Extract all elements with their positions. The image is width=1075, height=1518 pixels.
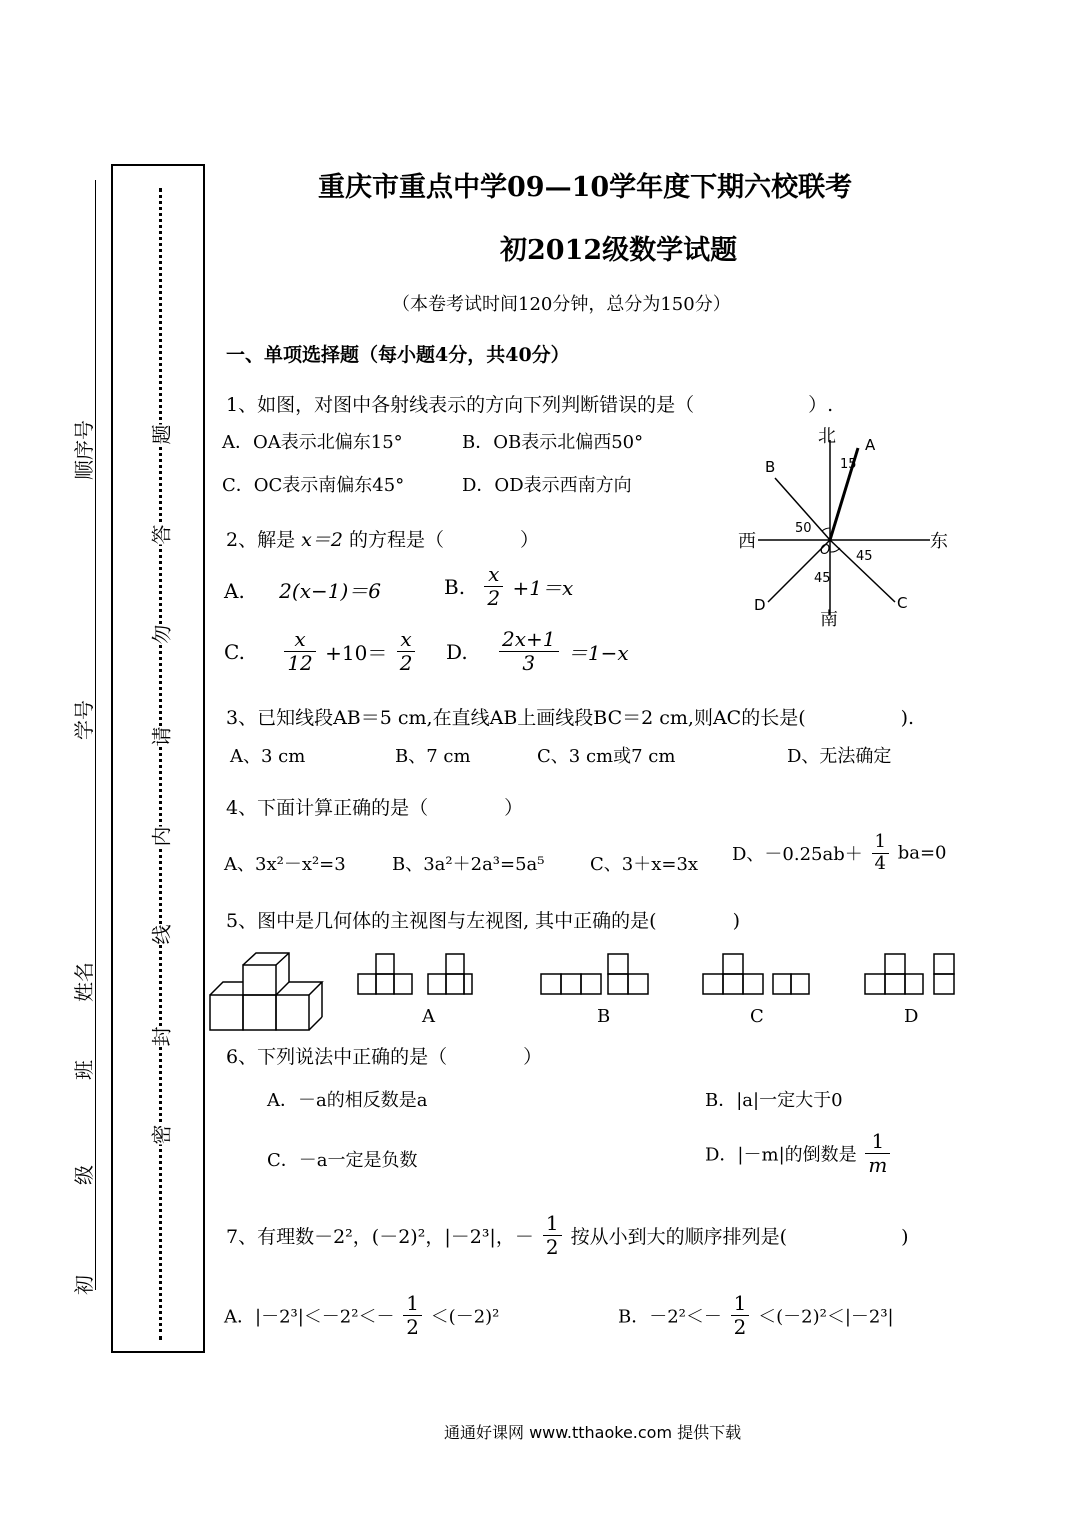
q2-stem (226, 525, 539, 552)
grade-label: 级 (72, 1165, 96, 1185)
q5-label-b: B (597, 1006, 611, 1027)
q1-option-b: B．OB表示北偏西50° (462, 432, 644, 453)
angle-45-sd: 45 (814, 571, 831, 586)
q7-option-a (224, 1292, 499, 1339)
q2-stem-eq: x＝2 (301, 529, 343, 551)
q5-option-d-views (862, 948, 962, 998)
q2-c-label: C. (224, 639, 245, 664)
q5-label-a: A (422, 1006, 435, 1027)
q4-option-a: A、3x²－x²=3 (224, 854, 346, 875)
q2-d-label: D. (446, 639, 468, 664)
q7-stem-den: 2 (545, 1235, 559, 1259)
q6-option-a: A．－a的相反数是a (267, 1090, 428, 1111)
name-label: 姓名 (72, 962, 96, 1002)
q5-option-a-views (355, 948, 475, 998)
q3-option-d: D、无法确定 (787, 746, 892, 767)
angle-45-se: 45 (856, 549, 873, 564)
q7-stem-fraction (543, 1212, 562, 1259)
q7-a-den: 2 (406, 1315, 419, 1339)
q7-b-den: 2 (733, 1315, 747, 1339)
q2-c-num1: x (284, 628, 315, 652)
q2-b-fraction (484, 563, 503, 610)
q7-option-b (618, 1292, 894, 1339)
q6-option-b: B．|a|一定大于0 (705, 1090, 843, 1111)
q7-stem-num: 1 (543, 1212, 562, 1236)
q4-d-num: 1 (872, 832, 889, 854)
q2-b-den: 2 (487, 586, 501, 610)
seal-char-4: 内 (146, 827, 175, 847)
seal-char-7: 答 (146, 525, 175, 545)
q6-option-c: C．－a一定是负数 (267, 1150, 418, 1171)
q7-stem (226, 1212, 909, 1259)
q6-option-d (705, 1130, 893, 1177)
q2-stem-post: 的方程是（ ） (349, 529, 540, 551)
q1-option-c: C．OC表示南偏东45° (222, 475, 405, 496)
q2-a-expr: 2(x−1)＝6 (279, 579, 381, 603)
ray-label-a: A (865, 436, 876, 454)
exam-note: （本卷考试时间120分钟，总分为150分） (392, 294, 731, 315)
seal-char-2: 封 (146, 1027, 175, 1047)
seal-char-3: 线 (146, 925, 175, 945)
q2-b-num: x (484, 563, 503, 587)
q4-d-post: ba=0 (897, 842, 947, 864)
compass-north: 北 (818, 426, 836, 447)
seal-char-6: 勿 (146, 625, 175, 645)
grade-prefix-label: 初 (72, 1275, 96, 1295)
q3-option-b: B、7 cm (395, 746, 471, 767)
q4-option-b: B、3a²＋2a³=5a⁵ (392, 854, 545, 875)
q6-d-fraction (865, 1130, 890, 1177)
ray-label-b: B (765, 458, 776, 476)
q3-option-c: C、3 cm或7 cm (537, 746, 676, 767)
q1-compass-diagram (730, 420, 960, 630)
origin-label: O (820, 543, 831, 558)
q4-d-pre: D、－0.25ab＋ (732, 844, 863, 866)
q4-d-den: 4 (874, 852, 886, 874)
q2-c-fraction-2 (397, 628, 416, 675)
binding-box (111, 164, 205, 1353)
q2-b-rest: +1＝x (512, 576, 574, 600)
q1-option-a: A．OA表示北偏东15° (222, 432, 403, 453)
q5-solid-figure (205, 950, 335, 1035)
ray-label-c: C (897, 594, 908, 612)
q2-d-den: 3 (522, 651, 536, 675)
q6-d-num: 1 (865, 1130, 890, 1154)
section-title: 一、单项选择题（每小题4分，共40分） (226, 344, 570, 366)
q2-b-label: B. (444, 574, 466, 599)
q2-d-num: 2x+1 (499, 628, 559, 652)
seal-char-1: 密 (146, 1125, 175, 1145)
q4-option-c: C、3＋x=3x (590, 854, 699, 875)
q2-d-rest: ＝1−x (567, 641, 629, 665)
page-subtitle: 初2012级数学试题 (500, 235, 738, 266)
q2-c-den2: 2 (399, 651, 413, 675)
q4-option-d (732, 832, 946, 874)
q2-stem-pre: 2、解是 (226, 529, 296, 551)
page-footer: 通通好课网 www.tthaoke.com 提供下载 (444, 1423, 742, 1442)
q3-option-a: A、3 cm (230, 746, 306, 767)
seal-dotted-line (159, 188, 162, 1340)
q2-c-fraction-1 (284, 628, 315, 675)
q5-label-c: C (750, 1006, 764, 1027)
q6-d-pre: D．|－m|的倒数是 (705, 1144, 857, 1166)
compass-west: 西 (738, 531, 756, 552)
q7-a-fraction (403, 1292, 422, 1339)
ray-label-d: D (754, 596, 766, 614)
q5-label-d: D (904, 1006, 919, 1027)
angle-15: 15 (840, 457, 857, 472)
q4-d-fraction (872, 832, 889, 874)
q2-c-mid: +10＝ (325, 641, 388, 665)
q3-stem: 3、已知线段AB＝5 cm,在直线AB上画线段BC＝2 cm,则AC的长是( ). (226, 707, 915, 729)
student-no-label: 学号 (72, 700, 96, 740)
q2-c-den1: 12 (287, 651, 313, 675)
q1-option-d: D．OD表示西南方向 (462, 475, 632, 496)
seal-char-5: 请 (146, 727, 175, 747)
q7-a-num: 1 (403, 1292, 422, 1316)
q2-option-c (224, 628, 418, 675)
q5-stem: 5、图中是几何体的主视图与左视图, 其中正确的是( ) (226, 910, 740, 932)
q2-d-fraction (499, 628, 559, 675)
q2-c-num2: x (397, 628, 416, 652)
q2-option-d (446, 628, 629, 675)
q7-a-pre: A．|－2³|＜－2²＜－ (224, 1306, 395, 1328)
q2-option-a (224, 575, 381, 604)
q7-b-post: ＜(－2)²＜|－2³| (758, 1306, 894, 1328)
q6-stem: 6、下列说法中正确的是（ ） (226, 1046, 543, 1068)
q4-stem: 4、下面计算正确的是（ ） (226, 797, 524, 819)
q7-stem-post: 按从小到大的顺序排列是( ) (570, 1226, 909, 1248)
class-label: 班 (72, 1060, 96, 1080)
page-title: 重庆市重点中学09—10学年度下期六校联考 (318, 172, 853, 203)
q2-a-label: A. (224, 579, 245, 603)
q7-stem-pre: 7、有理数－2²，(－2)²，|－2³|，－ (226, 1226, 534, 1248)
compass-east: 东 (930, 531, 948, 552)
q5-option-b-views (538, 948, 653, 998)
q1-stem: 1、如图，对图中各射线表示的方向下列判断错误的是（ ）. (226, 394, 834, 416)
q7-b-pre: B．－2²＜－ (618, 1306, 722, 1328)
compass-south: 南 (820, 609, 838, 630)
q7-b-fraction (731, 1292, 750, 1339)
q7-b-num: 1 (731, 1292, 750, 1316)
q2-option-b (444, 563, 573, 610)
seq-no-label: 顺序号 (72, 420, 96, 480)
angle-50: 50 (795, 521, 812, 536)
seal-char-8: 题 (146, 425, 175, 445)
q6-d-den: m (868, 1153, 888, 1177)
q7-a-post: ＜(－2)² (430, 1306, 500, 1328)
q5-option-c-views (700, 948, 815, 998)
